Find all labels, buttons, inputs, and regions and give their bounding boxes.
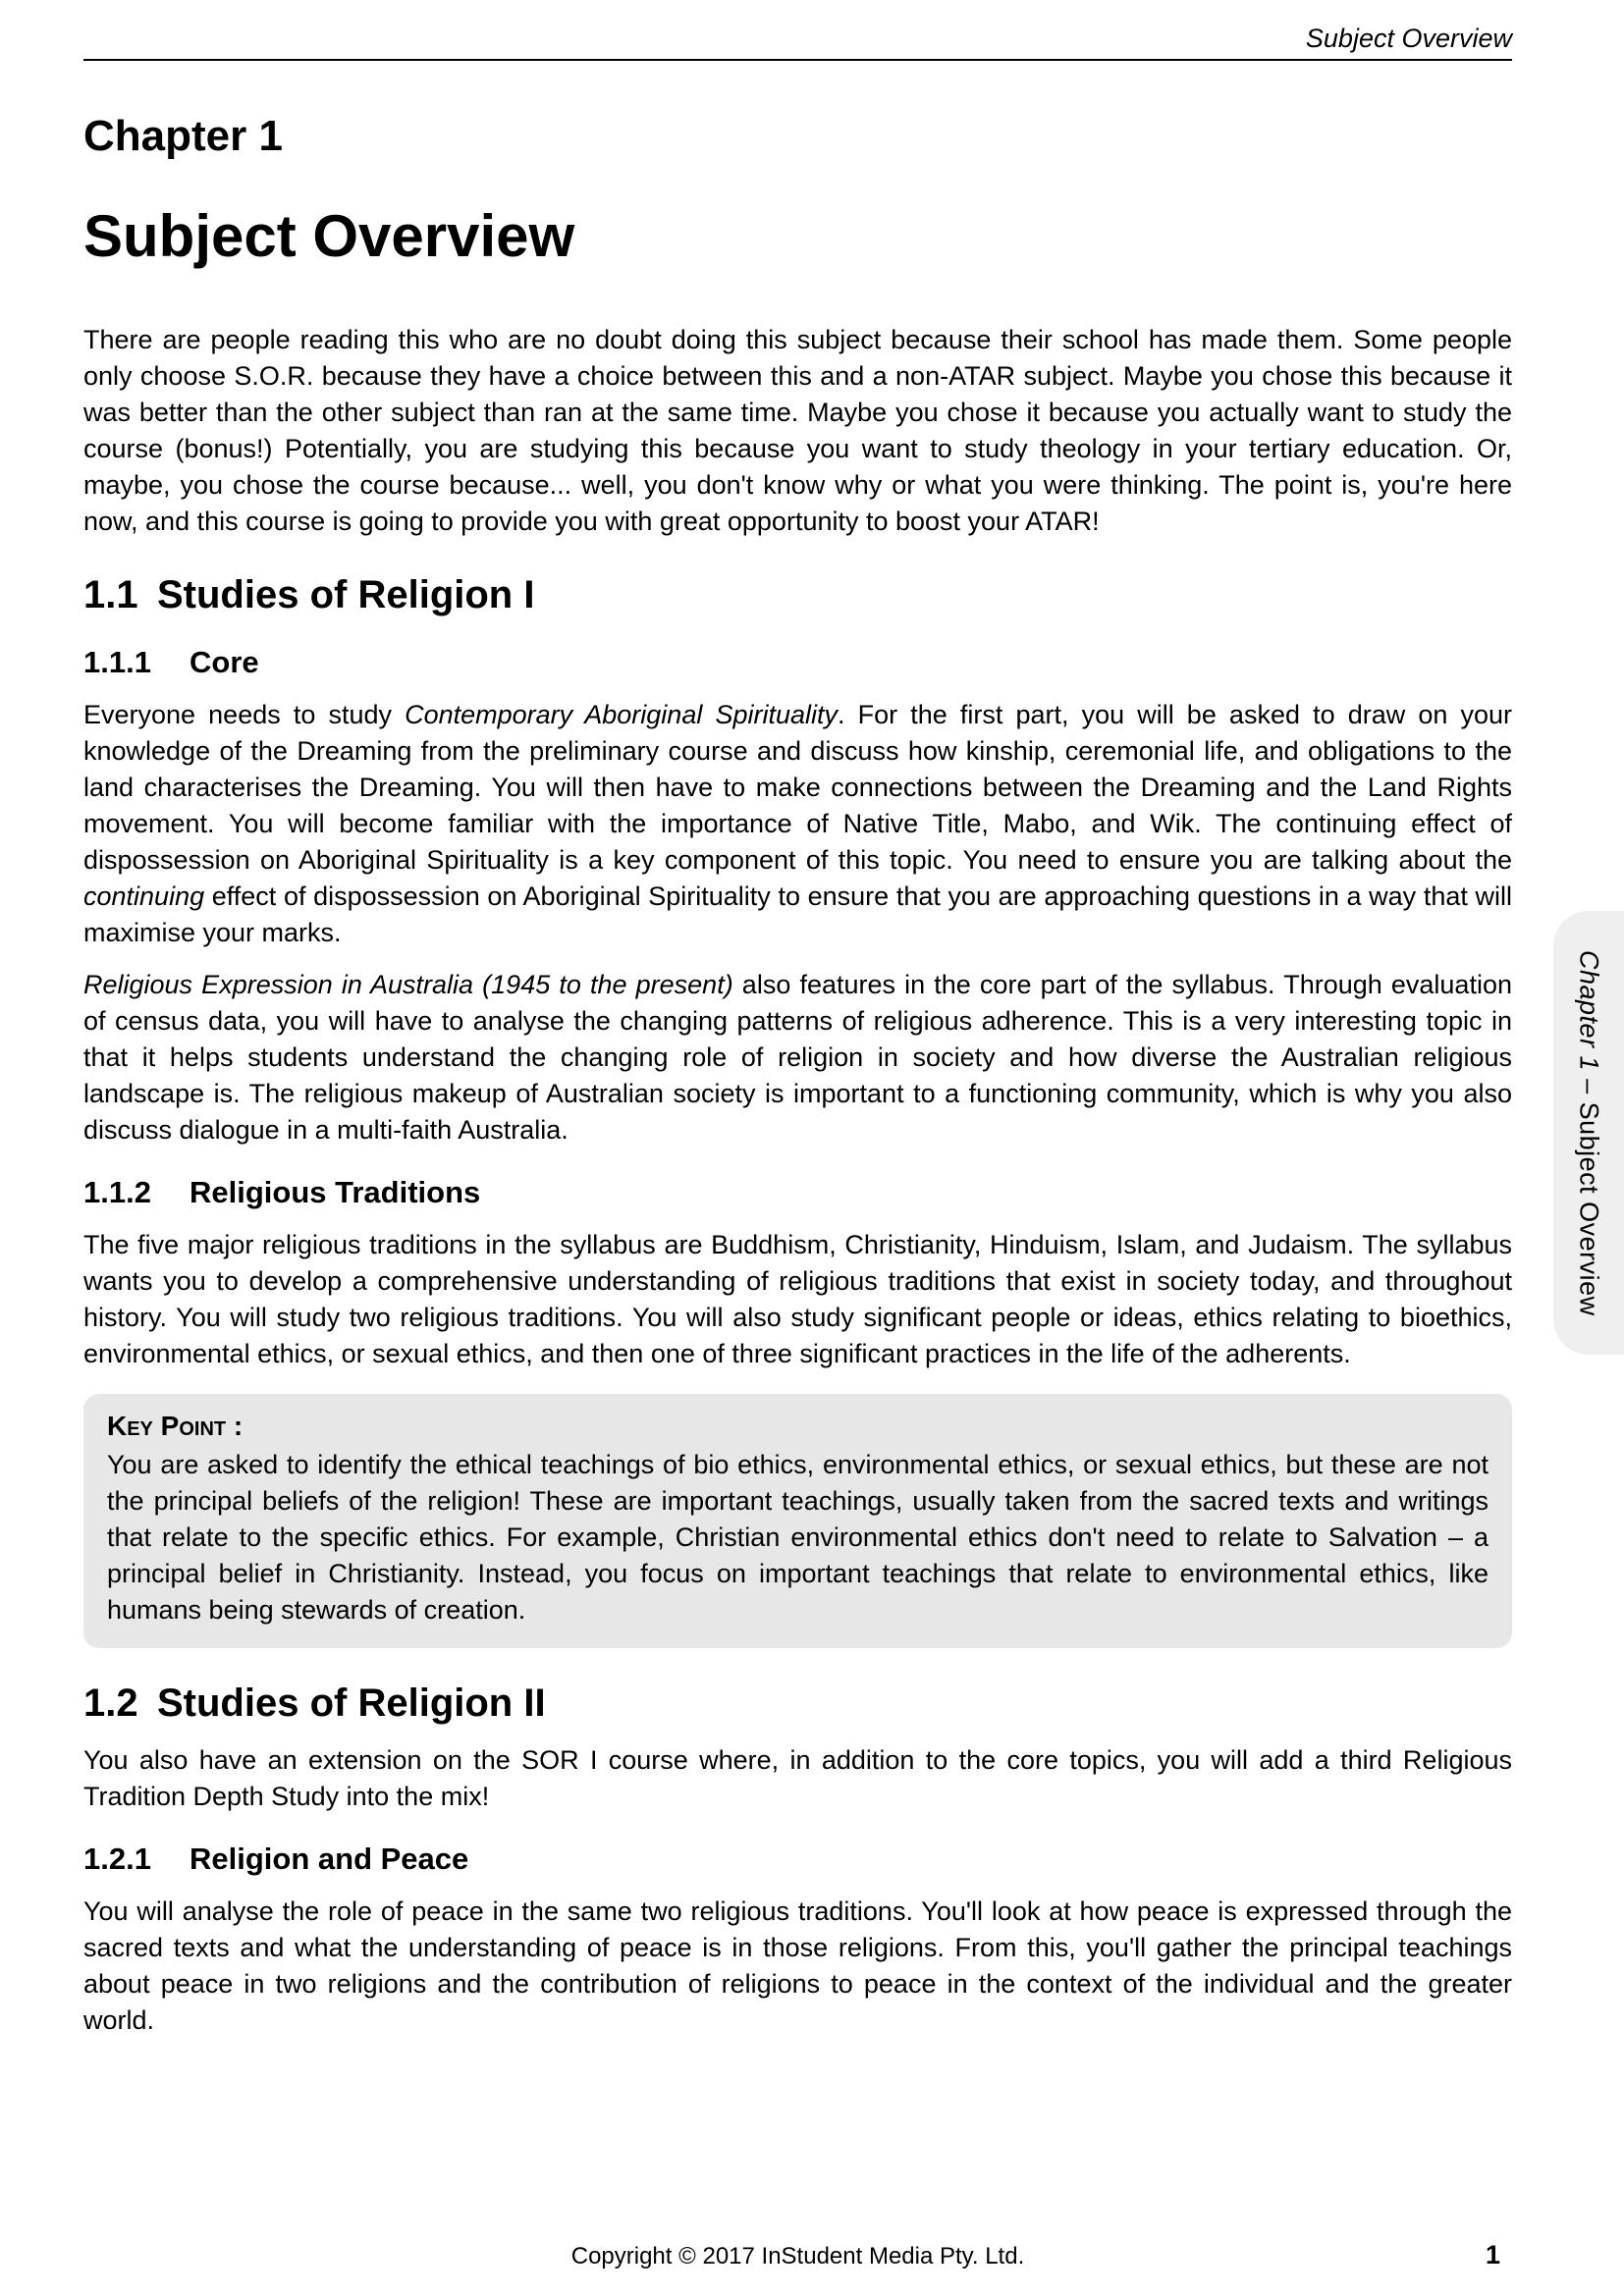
core-paragraph-1: Everyone needs to study Contemporary Aboriginal Spirituality. For the first part, you will be asked to draw on your knowledge of the Dreaming from the preliminary course and discuss how kinship, ceremonial life, and obligations to the land characterises the Dreaming. You will then have to make connections between the Dreaming and the Land Rights movement. You will become familiar with the importance of Native Title, Mabo, and Wik. The continuing effect of dispossession on Aboriginal Spirituality is a key component of this topic. You need to ensure you are talking about the continuing effect of dispossession on Aboriginal Spirituality to ensure that you are approaching questions in a way that will maximise your marks. — [83, 700, 1512, 947]
subsection-heading-1-2-1 — [83, 1841, 1512, 1878]
section-number: 1.1 — [83, 573, 138, 616]
section-number: 1.2 — [83, 1682, 138, 1725]
footer-page-number: 1 — [1485, 2240, 1500, 2269]
religious-traditions-paragraph: The five major religious traditions in the syllabus are Buddhism, Christianity, Hinduism, Islam, and Judaism. The syllabus wants you to develop a comprehensive understanding of religious traditions that exist in society today, and throughout history. You will study two religious traditions. You will also study significant people or ideas, ethics relating to bioethics, environmental ethics, or sexual ethics, and then one of three significant practices in the life of the adherents. — [83, 1230, 1512, 1368]
page-content — [83, 0, 1512, 2039]
page-title: Subject Overview — [83, 203, 575, 269]
subsection-title: Core — [189, 645, 259, 679]
chapter-side-tab — [1553, 911, 1624, 1355]
keypoint-text: You are asked to identify the ethical teachings of bio ethics, environmental ethics, or sexual ethics, but these are not the principal beliefs of the religion! These are important teachings, usually taken from the sacred texts and writings that relate to the specific ethics. For example, Christian environmental ethics don't need to relate to Salvation – a principal belief in Christianity. Instead, you focus on important teachings that relate to environmental ethics, like humans being stewards of creation. — [107, 1450, 1489, 1625]
subsection-number: 1.1.1 — [83, 645, 151, 679]
section-heading-1-1 — [83, 571, 1512, 618]
subsection-number: 1.2.1 — [83, 1842, 151, 1876]
core-paragraph-2: Religious Expression in Australia (1945 to the present) also features in the core part of the syllabus. Through evaluation of census data, you will have to analyse the changing patterns of religious adherence. This is a very interesting topic in that it helps students understand the changing role of religion in society and how diverse the Australian religious landscape is. The religious makeup of Australian society is important to a functioning community, which is why you also discuss dialogue in a multi-faith Australia. — [83, 970, 1512, 1145]
subsection-heading-1-1-2 — [83, 1174, 1512, 1211]
section-title: Studies of Religion II — [157, 1682, 546, 1725]
subsection-title: Religion and Peace — [189, 1842, 469, 1876]
keypoint-box — [83, 1394, 1512, 1648]
subsection-title: Religious Traditions — [189, 1175, 481, 1209]
intro-paragraph: There are people reading this who are no doubt doing this subject because their school has made them. Some people only choose S.O.R. because they have a choice between this and a non-ATAR subject. Maybe you chose this because it was better than the other subject than ran at the same time. Maybe you chose it because you actually want to study the course (bonus!) Potentially, you are studying this because you want to study theology in your tertiary education. Or, maybe, you chose the course because... well, you don't know why or what you were thinking. The point is, you're here now, and this course is going to provide you with great opportunity to boost your ATAR! — [83, 325, 1512, 536]
section-heading-1-2 — [83, 1680, 1512, 1727]
running-header-title: Subject Overview — [1305, 24, 1512, 53]
section-title: Studies of Religion I — [157, 573, 535, 616]
footer-copyright: Copyright © 2017 InStudent Media Pty. Ltd. — [570, 2243, 1025, 2269]
header-rule — [83, 59, 1512, 61]
running-header — [83, 0, 1512, 53]
subsection-heading-1-1-1 — [83, 644, 1512, 681]
keypoint-label: Key Point : — [107, 1411, 244, 1441]
chapter-label: Chapter 1 — [83, 112, 283, 160]
subsection-number: 1.1.2 — [83, 1175, 151, 1209]
religion-and-peace-paragraph: You will analyse the role of peace in the same two religious traditions. You'll look at how peace is expressed through the sacred texts and what the understanding of peace is in those religions. From this, you'll gather the principal teachings about peace in two religions and the contribution of religions to peace in the context of the individual and the greater world. — [83, 1896, 1512, 2035]
sor2-paragraph: You also have an extension on the SOR I course where, in addition to the core topics, you will add a third Religious Tradition Depth Study into the mix! — [83, 1745, 1512, 1811]
chapter-side-tab-label: Chapter 1 – Subject Overview — [1574, 949, 1604, 1316]
